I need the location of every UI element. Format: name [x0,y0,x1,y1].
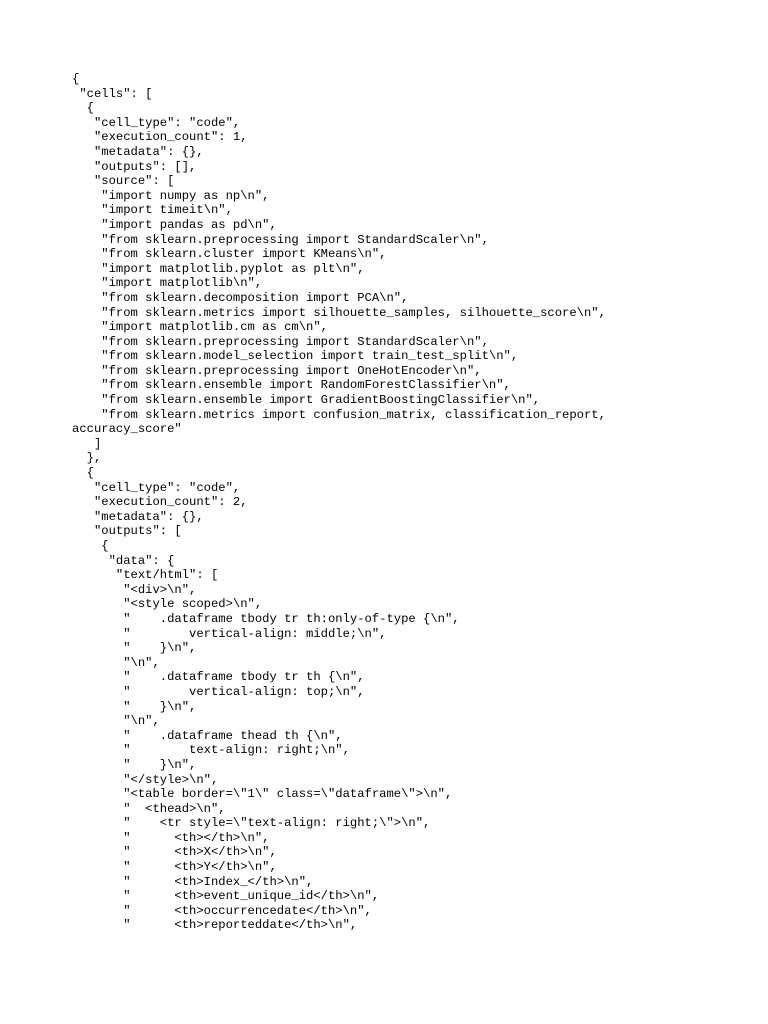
code-line: { [72,101,94,116]
code-line: " }\n", [72,641,197,656]
code-line: " <th>reporteddate</th>\n", [72,918,358,933]
code-line: "source": [ [72,174,175,189]
code-line: "from sklearn.ensemble import RandomForestClassifier\n", [72,378,511,393]
code-line: "data": { [72,553,175,568]
code-line: ] [72,436,102,451]
code-line: "<table border=\"1\" class=\"dataframe\">\n", [72,787,453,802]
code-line: " text-align: right;\n", [72,743,350,758]
code-line: " <th>occurrencedate</th>\n", [72,903,372,918]
code-line: " }\n", [72,699,197,714]
code-line: " <th>Index_</th>\n", [72,874,314,889]
code-line: " <th>event_unique_id</th>\n", [72,889,380,904]
code-line: " .dataframe tbody tr th:only-of-type {\n", [72,611,460,626]
code-line: "from sklearn.model_selection import train_test_split\n", [72,349,519,364]
code-line: "import pandas as pd\n", [72,217,277,232]
code-line: "outputs": [ [72,524,182,539]
code-line: "from sklearn.preprocessing import StandardScaler\n", [72,232,489,247]
code-line: "execution_count": 2, [72,495,248,510]
code-line: { [72,466,94,481]
code-line: accuracy_score" [72,422,182,437]
code-line: }, [72,451,102,466]
code-line: "import matplotlib.pyplot as plt\n", [72,261,365,276]
code-line: { [72,539,109,553]
code-line: "\n", [72,655,160,670]
code-line: "<div>\n", [72,582,197,597]
code-line: "import matplotlib\n", [72,276,263,291]
code-line: " <tr style=\"text-align: right;\">\n", [72,816,431,831]
code-line: "from sklearn.preprocessing import OneHotEncoder\n", [72,363,482,378]
code-line: "import matplotlib.cm as cm\n", [72,320,328,335]
code-line: " <th>X</th>\n", [72,845,277,860]
code-line: " <th></th>\n", [72,830,270,845]
code-line: " .dataframe thead th {\n", [72,728,343,743]
code-line: "from sklearn.decomposition import PCA\n", [72,290,409,305]
code-line: "cells": [ [72,86,153,101]
code-line: "execution_count": 1, [72,130,248,145]
notebook-json-text [72,72,696,933]
code-line: "</style>\n", [72,772,219,787]
code-line: "cell_type": "code", [72,115,241,130]
code-line: "metadata": {}, [72,509,204,524]
code-line: " .dataframe tbody tr th {\n", [72,670,365,685]
code-line: "cell_type": "code", [72,480,241,495]
code-line: "metadata": {}, [72,144,204,159]
code-line: " vertical-align: top;\n", [72,684,365,699]
code-line: " }\n", [72,757,197,772]
code-line: "from sklearn.preprocessing import StandardScaler\n", [72,334,489,349]
code-line: "from sklearn.cluster import KMeans\n", [72,247,387,262]
code-line: " <thead>\n", [72,801,226,816]
code-line: " <th>Y</th>\n", [72,860,277,875]
code-line: "from sklearn.metrics import silhouette_samples, silhouette_score\n", [72,305,606,320]
code-line: "from sklearn.metrics import confusion_matrix, classification_report, [72,407,606,422]
code-line: "<style scoped>\n", [72,597,263,612]
code-line: "import timeit\n", [72,203,233,218]
code-line: "from sklearn.ensemble import GradientBoostingClassifier\n", [72,393,541,408]
code-line: " vertical-align: middle;\n", [72,626,387,641]
code-line: { [72,72,80,86]
code-line: "import numpy as np\n", [72,188,270,203]
code-line: "text/html": [ [72,568,219,583]
code-line: "outputs": [], [72,159,197,174]
code-line: "\n", [72,714,160,729]
